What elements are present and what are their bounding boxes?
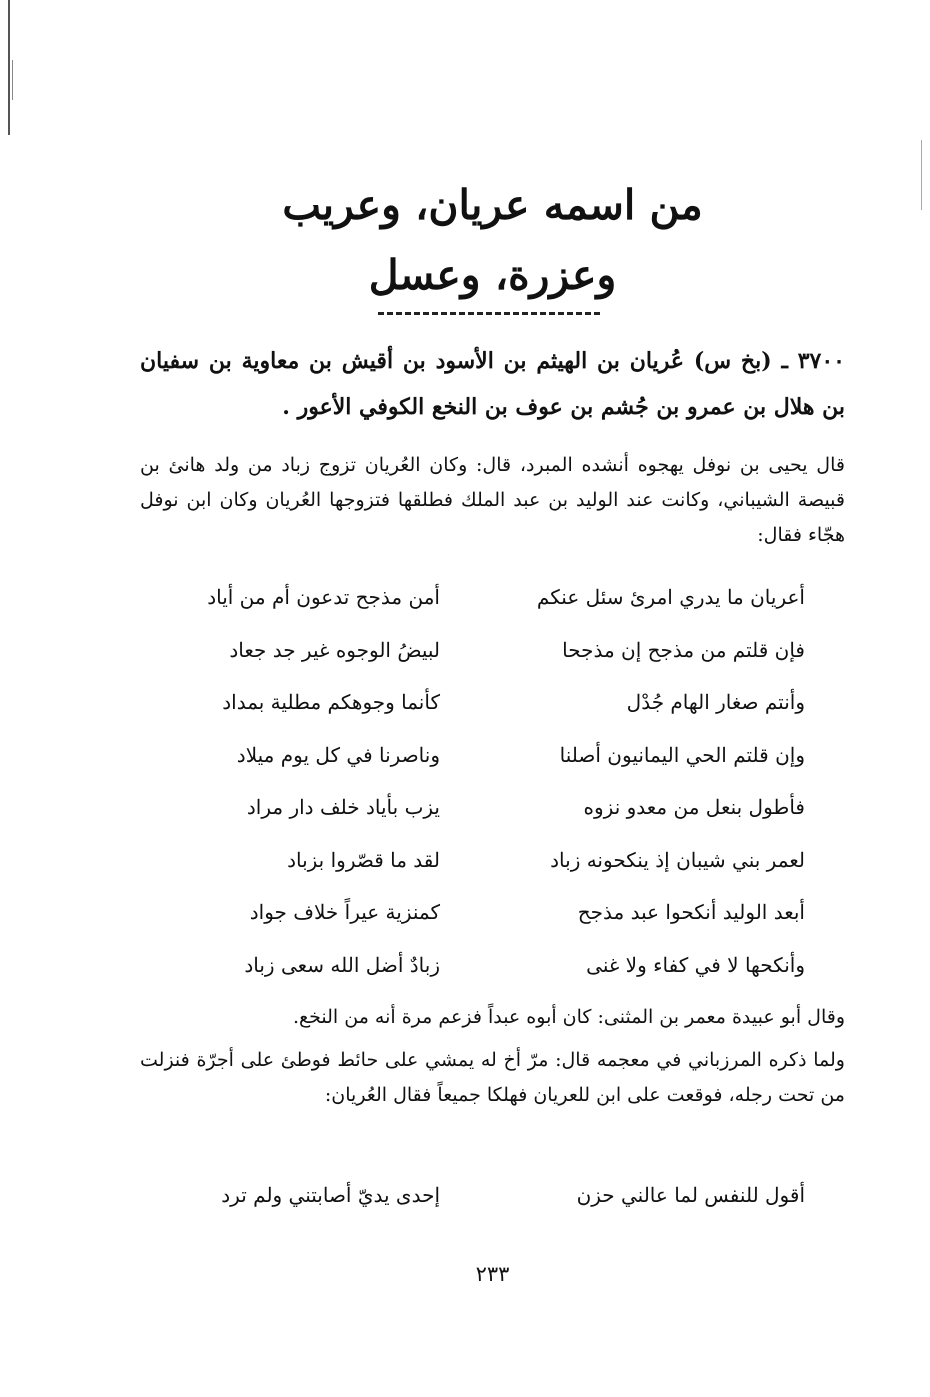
verse — [140, 848, 845, 901]
verse — [140, 585, 845, 638]
chapter-title — [140, 170, 845, 310]
verse-first-hemistich: وإن قلتم الحي اليمانيون أصلنا — [559, 742, 805, 767]
scan-edge-mark — [921, 140, 922, 210]
verse — [140, 743, 845, 796]
verse — [140, 1183, 845, 1236]
verse-first-hemistich: فأطول بنعل من معدو نزوه — [583, 795, 805, 819]
verse-first-hemistich: وأنتم صغار الهام جُدْل — [626, 690, 805, 714]
paragraph: وقال أبو عبيدة معمر بن المثنى: كان أبوه عبداً فزعم مرة أنه من النخع. — [292, 1006, 845, 1028]
verse-first-hemistich: أعريان ما يدري امرئ سئل عنكم — [536, 585, 805, 609]
verse — [140, 638, 845, 691]
verse-first-hemistich: أقول للنفس لما عالني حزن — [576, 1183, 805, 1207]
verse — [140, 690, 845, 743]
verse — [140, 795, 845, 848]
title-divider — [378, 312, 600, 315]
paragraph: ولما ذكره المرزباني في معجمه قال: مرّ أخ له يمشي على حائط فوطئ على أجرّة فنزلت من تحت رجله، فوقعت على ابن للعريان فهلكا جميعاً فقال العُريان: — [140, 1049, 845, 1106]
entry-heading: ٣٧٠٠ ـ (بخ س) عُريان بن الهيثم بن الأسود بن أقيش بن معاوية بن سفيان بن هلال بن عمرو بن جُشم بن عوف بن النخع الكوفي الأعور . — [140, 348, 845, 420]
verse-first-hemistich: لعمر بني شيبان إذ ينكحونه زباد — [550, 847, 805, 872]
verse-second-hemistich: وناصرنا في كل يوم ميلاد — [236, 742, 440, 767]
paragraph: قال يحيى بن نوفل يهجوه أنشده المبرد، قال: وكان العُريان تزوج زباد من ولد هانئ بن قبيصة الشيباني، وكانت عند الوليد بن عبد الملك فطلقها فتزوجها العُريان وكان ابن نوفل هجّاء فقال: — [140, 454, 845, 546]
verse-second-hemistich: كأنما وجوهكم مطلية بمداد — [222, 690, 440, 714]
verse — [140, 900, 845, 953]
chapter-title-line-2: وعزرة، وعسل — [368, 251, 617, 299]
poem — [140, 1183, 845, 1236]
verse-first-hemistich: وأنكحها لا في كفاء ولا غنى — [586, 952, 805, 977]
scan-edge-mark — [8, 0, 10, 135]
verse-second-hemistich: إحدى يديّ أصابتني ولم ترد — [221, 1183, 440, 1207]
chapter-title-line-1: من اسمه عريان، وعريب — [282, 181, 703, 229]
poem — [140, 585, 845, 1005]
verse-second-hemistich: أمن مذجح تدعون أم من أياد — [207, 585, 440, 609]
verse-second-hemistich: كمنزية عيراً خلاف جواد — [249, 900, 440, 924]
verse-first-hemistich: فإن قلتم من مذجح إن مذجحا — [562, 637, 805, 662]
verse-first-hemistich: أبعد الوليد أنكحوا عبد مذجح — [577, 900, 805, 924]
verse-second-hemistich: زبادٌ أضل الله سعى زباد — [244, 952, 440, 977]
verse — [140, 953, 845, 1006]
scan-edge-mark — [12, 60, 13, 100]
verse-second-hemistich: يزب بأياد خلف دار مراد — [246, 795, 440, 819]
page-number: ٢٣٣ — [475, 1262, 510, 1286]
verse-second-hemistich: لبيضُ الوجوه غير جد جعاد — [229, 637, 440, 662]
verse-second-hemistich: لقد ما قصّروا بزباد — [287, 847, 440, 872]
